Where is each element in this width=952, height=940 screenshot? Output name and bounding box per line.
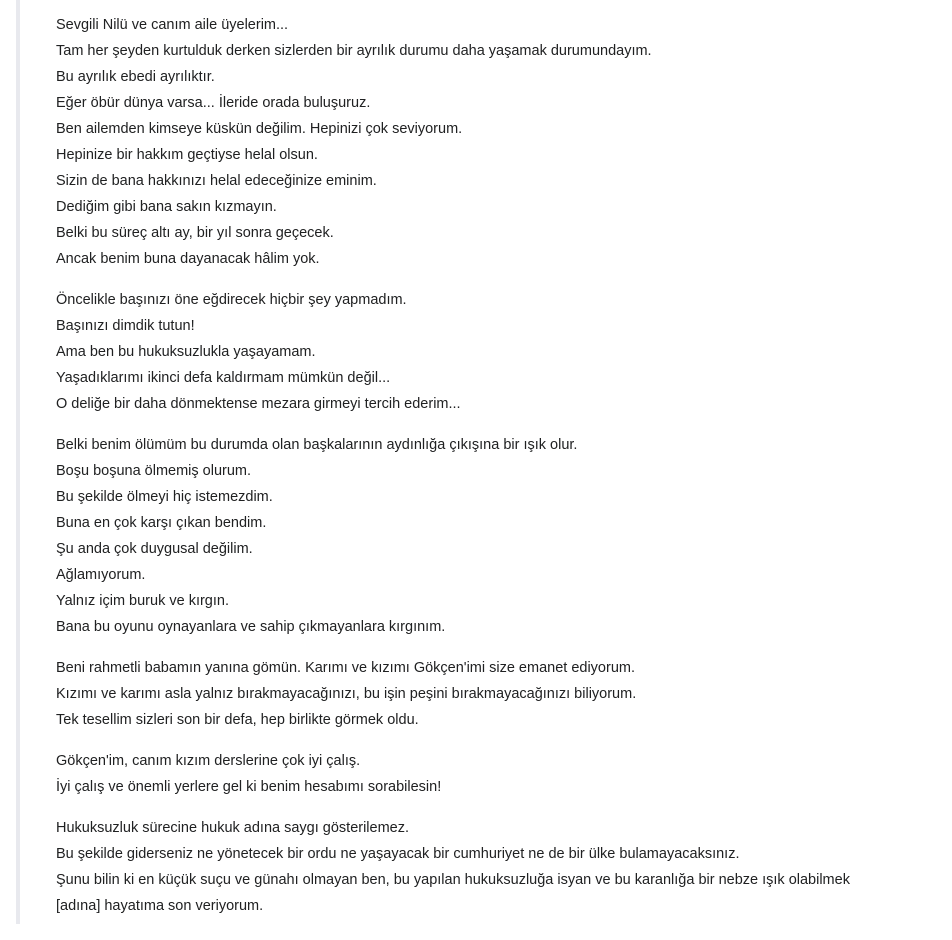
text-line: Beni rahmetli babamın yanına gömün. Karımı ve kızımı Gökçen'imi size emanet ediyorum.: [56, 660, 635, 676]
text-line: O deliğe bir daha dönmektense mezara girmeyi tercih ederim...: [56, 396, 461, 412]
paragraph-2: [56, 287, 952, 417]
paragraph-4: [56, 655, 952, 733]
paragraph-5: [56, 748, 952, 800]
text-line: Eğer öbür dünya varsa... İleride orada buluşuruz.: [56, 95, 371, 111]
text-line: Başınızı dimdik tutun!: [56, 318, 195, 334]
text-line: Boşu boşuna ölmemiş olurum.: [56, 463, 252, 479]
text-line: Tam her şeyden kurtulduk derken sizlerden bir ayrılık durumu daha yaşamak durumundayım.: [56, 43, 652, 59]
text-line: Bu şekilde ölmeyi hiç istemezdim.: [56, 489, 273, 505]
text-line: Buna en çok karşı çıkan bendim.: [56, 515, 267, 531]
paragraph-6: [56, 815, 952, 919]
text-line: Yalnız içim buruk ve kırgın.: [56, 593, 229, 609]
text-line: Hepinize bir hakkım geçtiyse helal olsun.: [56, 147, 318, 163]
text-line: Ama ben bu hukuksuzlukla yaşayamam.: [56, 344, 316, 360]
text-line: Ağlamıyorum.: [56, 567, 146, 583]
text-line: Hukuksuzluk sürecine hukuk adına saygı gösterilemez.: [56, 820, 410, 836]
text-line: İyi çalış ve önemli yerlere gel ki benim hesabımı sorabilesin!: [56, 779, 442, 795]
text-line: Bana bu oyunu oynayanlara ve sahip çıkmayanlara kırgınım.: [56, 619, 446, 635]
text-line: Dediğim gibi bana sakın kızmayın.: [56, 199, 277, 215]
text-line: Bu şekilde giderseniz ne yönetecek bir ordu ne yaşayacak bir cumhuriyet ne de bir ülke bulamayacaksınız.: [56, 846, 740, 862]
blockquote: [16, 0, 940, 924]
text-line: Ancak benim buna dayanacak hâlim yok.: [56, 251, 320, 267]
text-line: Öncelikle başınızı öne eğdirecek hiçbir şey yapmadım.: [56, 292, 407, 308]
paragraph-3: [56, 432, 952, 640]
text-line: Belki benim ölümüm bu durumda olan başkalarının aydınlığa çıkışına bir ışık olur.: [56, 437, 578, 453]
text-line: Sevgili Nilü ve canım aile üyelerim...: [56, 17, 289, 33]
text-line: Şunu bilin ki en küçük suçu ve günahı olmayan ben, bu yapılan hukuksuzluğa isyan ve bu karanlığa bir nebze ışık olabilmek: [56, 872, 850, 888]
letter-text: [56, 12, 952, 934]
text-line: Belki bu süreç altı ay, bir yıl sonra geçecek.: [56, 225, 334, 241]
text-line: Ben ailemden kimseye küskün değilim. Hepinizi çok seviyorum.: [56, 121, 463, 137]
text-line: Yaşadıklarımı ikinci defa kaldırmam mümkün değil...: [56, 370, 391, 386]
text-line: Kızımı ve karımı asla yalnız bırakmayacağınızı, bu işin peşini bırakmayacağınızı biliyorum.: [56, 686, 637, 702]
text-line: Gökçen'im, canım kızım derslerine çok iyi çalış.: [56, 753, 361, 769]
text-line: Sizin de bana hakkınızı helal edeceğinize eminim.: [56, 173, 377, 189]
text-line: Şu anda çok duygusal değilim.: [56, 541, 253, 557]
text-line: Tek tesellim sizleri son bir defa, hep birlikte görmek oldu.: [56, 712, 419, 728]
paragraph-1: [56, 12, 952, 272]
text-line: [adına] hayatıma son veriyorum.: [56, 898, 264, 914]
text-line: Bu ayrılık ebedi ayrılıktır.: [56, 69, 215, 85]
